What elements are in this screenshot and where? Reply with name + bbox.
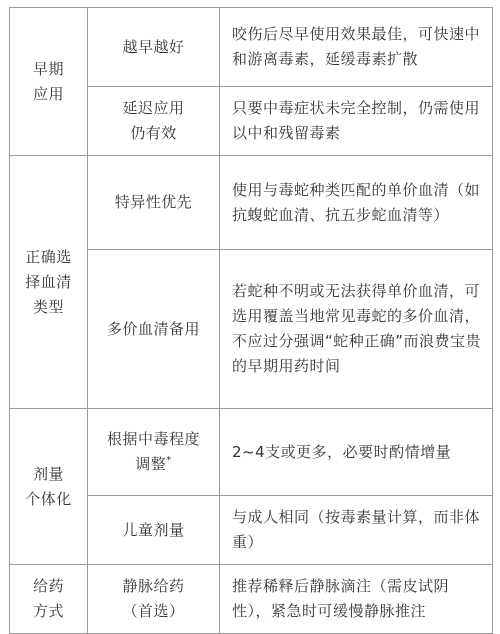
description-text: 推荐稀释后静脉滴注（需皮试阴性），紧急时可缓慢静脉推注 bbox=[232, 577, 450, 620]
category-label: 正确选 择血清 类型 bbox=[25, 247, 72, 316]
item-cell bbox=[88, 565, 220, 634]
item-cell bbox=[88, 156, 220, 250]
category-cell bbox=[10, 565, 88, 634]
category-label: 剂量 个体化 bbox=[25, 464, 72, 508]
description-text: 咬伤后尽早使用效果最佳，可快速中和游离毒素，延缓毒素扩散 bbox=[232, 25, 481, 68]
item-cell bbox=[88, 87, 220, 156]
table-row bbox=[10, 409, 493, 496]
description-cell bbox=[220, 87, 493, 156]
item-cell bbox=[88, 8, 220, 87]
description-cell bbox=[220, 565, 493, 634]
item-label: 儿童剂量 bbox=[122, 520, 185, 539]
description-cell bbox=[220, 409, 493, 496]
description-text: 与成人相同（按毒素量计算，而非体重） bbox=[232, 508, 481, 551]
item-cell bbox=[88, 409, 220, 496]
item-label: 延迟应用 仍有效 bbox=[122, 99, 185, 142]
description-cell bbox=[220, 250, 493, 409]
description-text: 2~4支或更多，必要时酌情增量 bbox=[232, 442, 452, 461]
description-cell bbox=[220, 496, 493, 565]
item-cell bbox=[88, 496, 220, 565]
item-label: 多价血清备用 bbox=[106, 319, 200, 338]
description-cell bbox=[220, 156, 493, 250]
table-row bbox=[10, 8, 493, 87]
category-cell bbox=[10, 8, 88, 156]
item-label: 特异性优先 bbox=[114, 193, 193, 211]
antivenom-guidance-table bbox=[9, 7, 493, 634]
item-cell bbox=[88, 250, 220, 409]
category-label: 给药 方式 bbox=[32, 577, 64, 620]
item-label: 根据中毒程度 调整 bbox=[106, 430, 200, 473]
category-cell bbox=[10, 156, 88, 409]
item-label: 静脉给药 （首选） bbox=[122, 577, 185, 620]
description-cell bbox=[220, 8, 493, 87]
category-label: 早期 应用 bbox=[32, 59, 64, 103]
footnote-marker: * bbox=[166, 455, 172, 466]
description-text: 若蛇种不明或无法获得单价血清，可选用覆盖当地常见毒蛇的多价血清，不应过分强调“蛇种正确”而浪费宝贵的早期用药时间 bbox=[232, 282, 482, 375]
description-text: 使用与毒蛇种类匹配的单价血清（如抗蝮蛇血清、抗五步蛇血清等） bbox=[232, 180, 481, 224]
item-label: 越早越好 bbox=[122, 37, 185, 56]
table-row bbox=[10, 156, 493, 250]
antivenom-guidance-table-container bbox=[9, 7, 492, 634]
description-text: 只要中毒症状未完全控制，仍需使用以中和残留毒素 bbox=[232, 99, 481, 142]
category-cell bbox=[10, 409, 88, 565]
table-row bbox=[10, 565, 493, 634]
